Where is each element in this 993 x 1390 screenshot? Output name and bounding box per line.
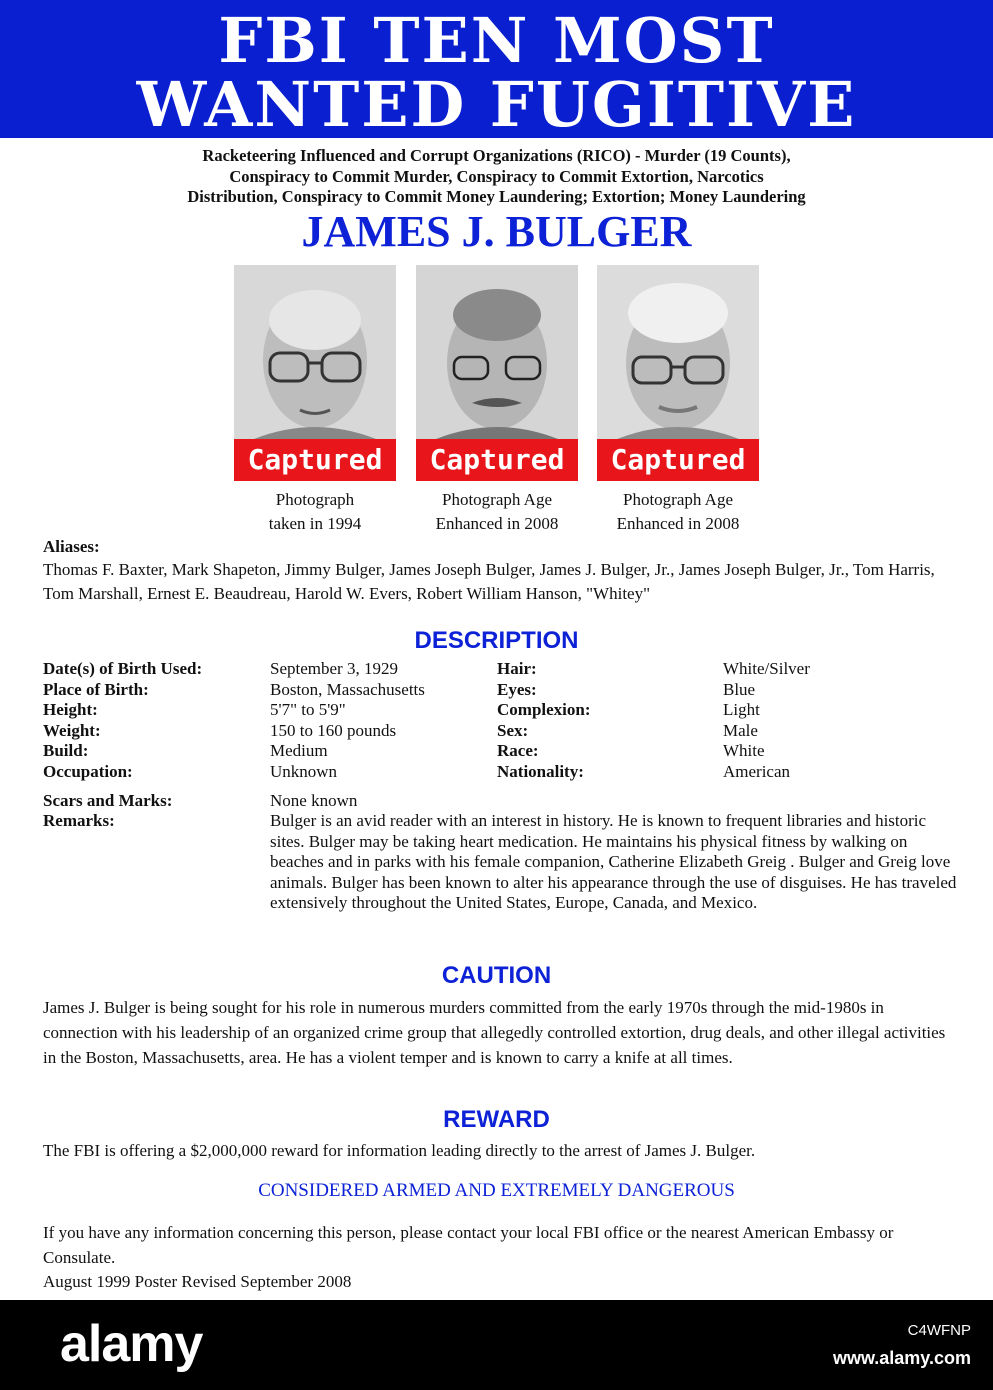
photo-caption-1 [230, 488, 400, 536]
scars-value: None known [270, 791, 358, 810]
hair-value: White/Silver [723, 659, 810, 678]
height-value: 5'7" to 5'9" [270, 700, 346, 719]
caption-line: Photograph Age [622, 490, 734, 509]
revision-date: August 1999 Poster Revised September 2008 [43, 1272, 352, 1291]
stock-footer-bar [0, 1300, 993, 1390]
caption-line: Enhanced in 2008 [616, 514, 740, 533]
nationality-label: Nationality: [497, 761, 584, 781]
complexion-label: Complexion: [497, 700, 591, 719]
eyes-label: Eyes: [497, 679, 537, 699]
portrait-image [597, 265, 759, 439]
aliases-label: Aliases: [43, 537, 100, 556]
photo-caption-3 [593, 488, 763, 536]
remarks-text: Bulger is an avid reader with an interest in history. He is known to frequent libraries and historic sites. Bulger may be taking heart medication. He maintains his physical fitness by walking on beaches and in parks with his female companion, Catherine Elizabeth Greig . Bulger and Greig love animals. Bulger has been known to alter his appearance through the use of disguises. He has traveled extensively throughout the United States, Europe, Canada, and Mexico. [270, 811, 957, 912]
complexion-value: Light [723, 700, 760, 719]
alamy-logo: alamy [60, 1315, 203, 1373]
race-value: White [723, 741, 765, 760]
fugitive-photo-enhanced-1 [416, 265, 578, 481]
banner-title-line-1: FBI TEN MOST [218, 4, 775, 77]
portrait-image [416, 265, 578, 439]
hair-label: Hair: [497, 659, 537, 678]
contact-text: If you have any information concerning this person, please contact your local FBI office or the nearest American Embassy or Consulate. [43, 1223, 894, 1267]
image-id: C4WFNP [907, 1322, 971, 1339]
captured-badge: Captured [597, 439, 759, 481]
birthplace-label: Place of Birth: [43, 679, 149, 699]
height-label: Height: [43, 700, 98, 719]
aliases-text: Thomas F. Baxter, Mark Shapeton, Jimmy Bulger, James Joseph Bulger, James J. Bulger, Jr., James Joseph Bulger, Jr., Tom Harris, Tom Marshall, Ernest E. Beaudreau, Harold W. Evers, Robert William Hanson, "Whitey" [43, 560, 935, 603]
fugitive-photo-enhanced-2 [597, 265, 759, 481]
dob-label: Date(s) of Birth Used: [43, 659, 203, 678]
weight-value: 150 to 160 pounds [270, 720, 397, 740]
occupation-label: Occupation: [43, 761, 133, 781]
reward-text: The FBI is offering a $2,000,000 reward for information leading directly to the arrest of James J. Bulger. [43, 1141, 756, 1160]
charges-line: Distribution, Conspiracy to Commit Money Laundering; Extortion; Money Laundering [187, 187, 806, 206]
charges-line: Racketeering Influenced and Corrupt Organizations (RICO) - Murder (19 Counts), [202, 146, 791, 165]
caption-line: Photograph [275, 490, 355, 509]
caution-text: James J. Bulger is being sought for his role in numerous murders committed from the early 1970s through the mid-1980s in connection with his leadership of an organized crime group that allegedly controlled extortion, drug deals, and other illegal activities in the Boston, Massachusetts, area. He has a violent temper and is known to carry a knife at all times. [43, 998, 946, 1067]
charges-line: Conspiracy to Commit Murder, Conspiracy to Commit Extortion, Narcotics [229, 166, 764, 186]
captured-badge: Captured [234, 439, 396, 481]
build-value: Medium [270, 741, 328, 760]
fugitive-name: JAMES J. BULGER [301, 207, 692, 256]
photo-caption-2 [412, 488, 582, 536]
stock-url: www.alamy.com [832, 1348, 971, 1368]
occupation-value: Unknown [270, 761, 338, 781]
caption-line: Photograph Age [441, 490, 553, 509]
scars-label: Scars and Marks: [43, 791, 173, 810]
captured-badge: Captured [416, 439, 578, 481]
banner-title-line-2: WANTED FUGITIVE [136, 68, 857, 141]
reward-heading: REWARD [443, 1106, 550, 1133]
race-label: Race: [497, 741, 539, 760]
dob-value: September 3, 1929 [270, 659, 398, 678]
fugitive-photo-1994 [234, 265, 396, 481]
caution-heading: CAUTION [441, 962, 552, 989]
remarks-label: Remarks: [43, 811, 115, 830]
caption-line: taken in 1994 [268, 514, 362, 533]
build-label: Build: [43, 741, 89, 760]
sex-label: Sex: [497, 720, 529, 740]
portrait-image [234, 265, 396, 439]
weight-label: Weight: [43, 720, 101, 740]
eyes-value: Blue [723, 679, 756, 699]
charges-text [0, 146, 993, 208]
caption-line: Enhanced in 2008 [435, 514, 559, 533]
armed-dangerous-warning: CONSIDERED ARMED AND EXTREMELY DANGEROUS [258, 1180, 735, 1201]
header-banner [0, 0, 993, 141]
description-heading: DESCRIPTION [414, 627, 579, 654]
sex-value: Male [723, 720, 758, 740]
nationality-value: American [723, 761, 791, 781]
birthplace-value: Boston, Massachusetts [270, 679, 425, 699]
